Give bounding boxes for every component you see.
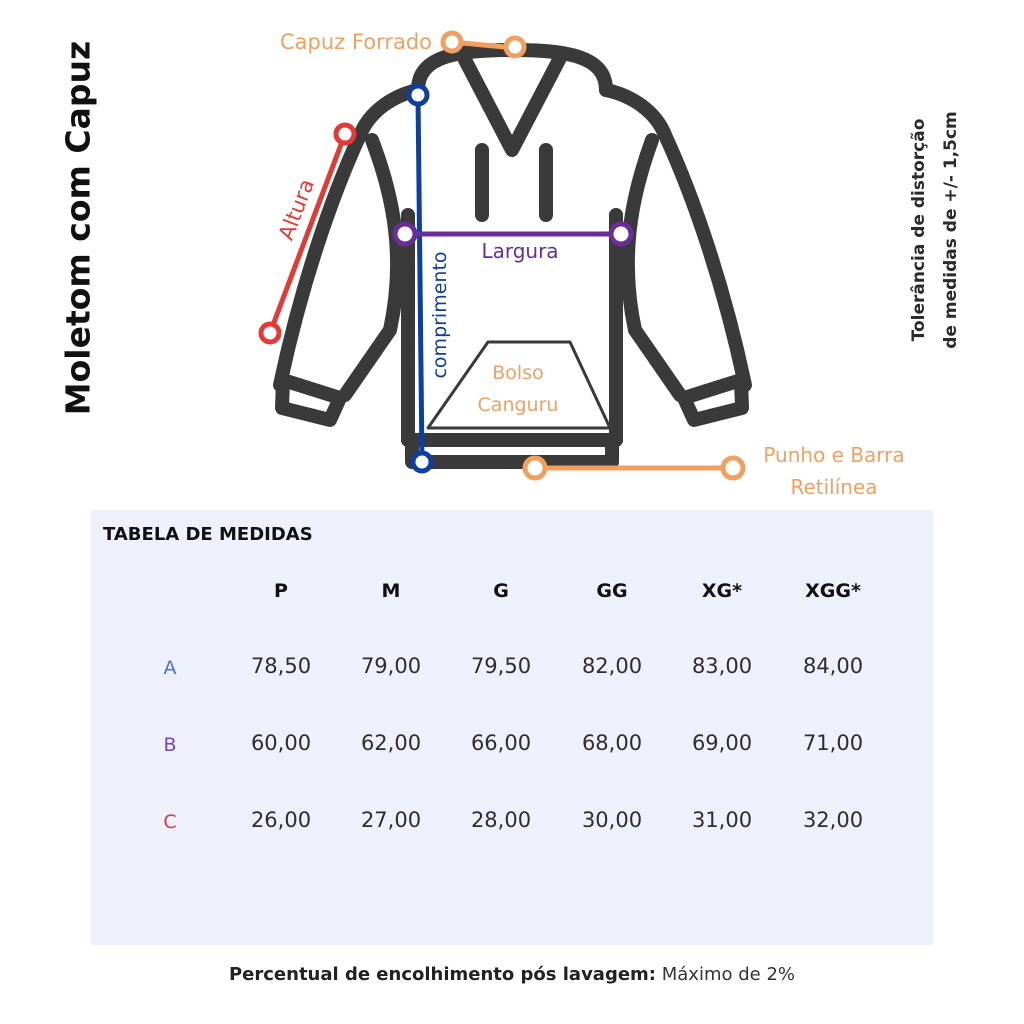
tolerance-line-2: de medidas de +/- 1,5cm: [941, 111, 961, 349]
table-cell: 79,50: [470, 654, 532, 678]
table-cell: 66,00: [470, 731, 532, 755]
height-dot-bottom: [261, 324, 279, 342]
cuff-label-1: Punho e Barra: [763, 443, 905, 467]
table-cell: 60,00: [250, 731, 312, 755]
hoodie-left-cuff: [282, 380, 340, 420]
size-header-xgg: XGG*: [805, 580, 861, 602]
hood-dot-start: [443, 33, 461, 51]
length-dot-top: [409, 86, 427, 104]
measurements-table: [91, 510, 933, 945]
size-header-xg: XG*: [701, 580, 743, 602]
table-cell: 71,00: [802, 731, 864, 755]
table-title: TABELA DE MEDIDAS: [103, 524, 313, 545]
cuff-dot-right: [723, 458, 743, 478]
product-title: Moletom com Capuz: [58, 40, 98, 416]
pocket-label-2: Canguru: [477, 394, 559, 416]
width-dot-right: [611, 224, 631, 244]
table-cell: 79,00: [360, 654, 422, 678]
length-dot-bottom: [413, 453, 431, 471]
table-cell: 26,00: [250, 808, 312, 832]
tolerance-line-1: Tolerância de distorção: [909, 118, 929, 342]
row-label-a: A: [163, 657, 177, 679]
hood-label: Capuz Forrado: [280, 30, 432, 54]
table-cell: 31,00: [691, 808, 753, 832]
shrinkage-note: [0, 964, 1024, 985]
hoodie-right-sleeve: [628, 135, 745, 395]
width-label: Largura: [481, 239, 559, 263]
size-header-p: P: [274, 580, 288, 602]
size-header-g: G: [493, 580, 509, 602]
row-label-c: C: [163, 811, 177, 833]
hoodie-right-cuff: [684, 380, 742, 420]
table-cell: 82,00: [581, 654, 643, 678]
hoodie-waistband: [408, 440, 616, 462]
shrinkage-note-label: Percentual de encolhimento pós lavagem:: [228, 964, 657, 985]
size-header-gg: GG: [596, 580, 628, 602]
height-dot-top: [336, 125, 354, 143]
table-cell: 78,50: [250, 654, 312, 678]
pocket-label-1: Bolso: [492, 362, 544, 384]
row-label-b: B: [163, 734, 177, 756]
width-dot-left: [395, 224, 415, 244]
height-label: Altura: [273, 175, 320, 244]
table-cell: 68,00: [581, 731, 643, 755]
hoodie-hood-inner: [464, 58, 560, 150]
cuff-label-2: Retilínea: [790, 475, 878, 499]
table-cell: 69,00: [691, 731, 753, 755]
hood-dot-end: [506, 38, 524, 56]
hoodie-shoulders: [360, 90, 665, 135]
table-cell: 30,00: [581, 808, 643, 832]
table-cell: 83,00: [691, 654, 753, 678]
table-cell: 28,00: [470, 808, 532, 832]
size-header-m: M: [381, 580, 401, 602]
table-cell: 62,00: [360, 731, 422, 755]
table-cell: 27,00: [360, 808, 422, 832]
length-label: comprimento: [429, 251, 451, 379]
table-cell: 84,00: [802, 654, 864, 678]
shrinkage-note-value: Máximo de 2%: [661, 964, 796, 985]
cuff-dot-left: [525, 458, 545, 478]
table-cell: 32,00: [802, 808, 864, 832]
hoodie-diagram: [0, 0, 1024, 510]
